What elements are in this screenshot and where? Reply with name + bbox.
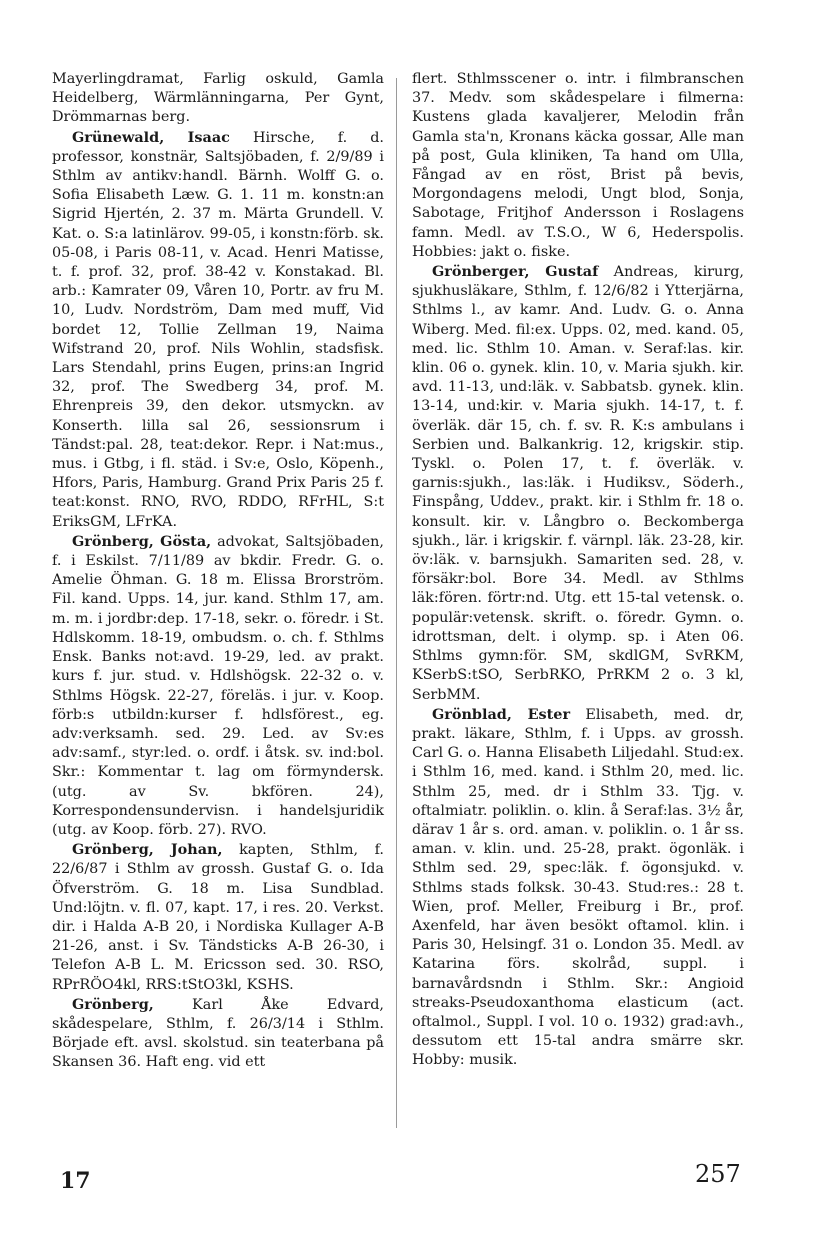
entry-gronberg-karl-ake	[52, 995, 384, 1073]
entry-name: Grönblad, Ester	[432, 705, 571, 723]
entry-gronberger-gustaf	[412, 262, 744, 705]
entry-text: Elisabeth, med. dr, prakt. läkare, Sthlm, f. i Upps. av grossh. Carl G. o. Hanna Elisabeth Liljedahl. Stud:ex. i Sthlm 16, med. kand. i Sthlm 20, med. lic. Sthlm 25, med. dr i Sthlm 33. Tjg. v. oftalmiatr. poliklin. o. klin. å Seraf:las. 3½ år, därav 1 år s. ord. aman. v. poliklin. o. 1 år ss. aman. v. klin. und. 25-28, prakt. ögonläk. i Sthlm sed. 29, spec:läk. f. ögonsjukd. v. Sthlms stads folksk. 30-43. Stud:res.: 28 t. Wien, prof. Meller, Freiburg i Br., prof. Axenfeld, har även besökt oftamol. klin. i Paris 30, Helsingf. 31 o. London 35. Medl. av Katarina förs. skolråd, suppl. i barnavårdsndn i Sthlm. Skr.: Angioid streaks-Pseudoxanthoma elasticum (act. oftalmol., Suppl. I vol. 10 o. 1932) grad:avh., dessutom ett 15-tal andra smärre skr. Hobby: musik.	[412, 706, 744, 1069]
entry-name: Grünewald, Isaac	[72, 128, 230, 146]
entry-gronberg-johan	[52, 840, 384, 995]
left-column	[52, 70, 384, 1073]
entry-name: Grönberg,	[72, 995, 154, 1013]
entry-name: Grönberg, Gösta,	[72, 532, 212, 550]
entry-name: Grönberg, Johan,	[72, 841, 223, 859]
page-number: 257	[695, 1160, 741, 1188]
continuation-text: Mayerlingdramat, Farlig oskuld, Gamla Heidelberg, Wärmlänningarna, Per Gynt, Drömmarnas berg.	[52, 71, 384, 126]
entry-text: advokat, Saltsjöbaden, f. i Eskilst. 7/11/89 av bkdir. Fredr. G. o. Amelie Öhman. G. 18 m. Elissa Brorström. Fil. kand. Upps. 14, jur. kand. Sthlm 17, am. m. m. i jordbr:dep. 17-18, sekr. o. föredr. i St. Hdlskomm. 18-19, ombudsm. o. ch. f. Sthlms Ensk. Banks not:avd. 19-29, led. av prakt. kurs f. jur. stud. v. Hdlshögsk. 22-32 o. v. Sthlms Högsk. 22-27, föreläs. i jur. v. Koop. förb:s utbildn:kurser f. hdlsförest., eg. adv:verksamh. sed. 29. Led. av Sv:es adv:samf., styr:led. o. ordf. i åtsk. sv. ind:bol. Skr.: Kommentar t. lag om förmyndersk. (utg. av Sv. bkfören. 24), Korrespondensundervisn. i handelsjuridik (utg. av Koop. förb. 27). RVO.	[52, 533, 384, 838]
continuation-text: flert. Sthlmsscener o. intr. i filmbranschen 37. Medv. som skådespelare i filmerna: Kustens glada kavaljerer, Melodin från Gamla sta'n, Kronans käcka gossar, Alle man på post, Gula kliniken, Ta hand om Ulla, Fångad av en röst, Brist på bevis, Morgondagens melodi, Ungt blod, Sonja, Sabotage, Fritjhof Andersson i Roslagens famn. Medl. av T.S.O., W 6, Hederspolis. Hobbies: jakt o. fiske.	[412, 71, 744, 260]
entry-gronblad-ester	[412, 705, 744, 1071]
entry-name: Grönberger, Gustaf	[432, 263, 599, 281]
right-column	[412, 70, 744, 1071]
entry-text: Karl Åke Edvard, skådespelare, Sthlm, f. 26/3/14 i Sthlm. Började eft. avsl. skolstud. sin teaterbana på Skansen 36. Haft eng. vid ett	[52, 996, 384, 1071]
entry-text: kapten, Sthlm, f. 22/6/87 i Sthlm av grossh. Gustaf G. o. Ida Öfverström. G. 18 m. Lisa Sundblad. Und:löjtn. v. fl. 07, kapt. 17, i res. 20. Verkst. dir. i Halda A-B 20, i Nordiska Kullager A-B 21-26, anst. i Sv. Tändsticks A-B 26-30, i Telefon A-B L. M. Ericsson sed. 30. RSO, RPrRÖO4kl, RRS:tStO3kl, KSHS.	[52, 842, 385, 993]
column-divider	[396, 78, 397, 1128]
entry-grunewald-isaac	[52, 128, 384, 532]
entry-gronberg-gosta	[52, 532, 384, 840]
entry-text: Hirsche, f. d. professor, konstnär, Saltsjöbaden, f. 2/9/89 i Sthlm av antikv:handl. Bärnh. Wolff G. o. Sofia Elisabeth Læw. G. 1. 11 m. konstn:an Sigrid Hjertén, 2. 37 m. Märta Grundell. V. Kat. o. S:a latinlärov. 99-05, i konstn:förb. sk. 05-08, i Paris 08-11, v. Acad. Henri Matisse, t. f. prof. 32, prof. 38-42 v. Konstakad. Bl. arb.: Kamrater 09, Våren 10, Portr. av fru M. 10, Ludv. Nordström, Dam med muff, Vid bordet 12, Tollie Zellman 19, Naima Wifstrand 20, prof. Nils Wohlin, stadsfisk. Lars Stendahl, prins Eugen, prins:an Ingrid 32, prof. The Swedberg 34, prof. M. Ehrenpreis 39, den dekor. utsmyckn. av Konserth. lilla sal 26, sessionsrum i Tändst:pal. 28, teat:dekor. Repr. i Nat:mus., mus. i Gtbg, i fl. städ. i Sv:e, Oslo, Köpenh., Hfors, Paris, Hamburg. Grand Prix Paris 25 f. teat:konst. RNO, RVO, RDDO, RFrHL, S:t EriksGM, LFrKA.	[52, 129, 385, 530]
entry-text: Andreas, kirurg, sjukhusläkare, Sthlm, f. 12/6/82 i Ytterjärna, Sthlms l., av kamr. And. Ludv. G. o. Anna Wiberg. Med. fil:ex. Upps. 02, med. kand. 05, med. lic. Sthlm 10. Aman. v. Seraf:las. kir. klin. 06 o. gynek. klin. 10, v. Maria sjukh. kir. avd. 11-13, und:läk. v. Sabbatsb. gynek. klin. 13-14, und:kir. v. Maria sjukh. 14-17, t. f. överläk. där 15, ch. f. sv. R. K:s ambulans i Serbien und. Balkankrig. 12, krigskir. stip. Tyskl. o. Polen 17, t. f. överläk. v. garnis:sjukh., las:läk. i Hudiksv., Söderh., Finspång, Uddev., prakt. kir. i Sthlm fr. 18 o. konsult. kir. v. Långbro o. Beckomberga sjukh., lär. i krigskir. f. värnpl. läk. 23-28, kir. öv:läk. v. barnsjukh. Samariten sed. 28, v. försäkr:bol. Bore 34. Medl. av Sthlms läk:fören. förtr:nd. Utg. ett 15-tal vetensk. o. populär:vetensk. skrift. o. föredr. Gymn. o. idrottsman, delt. i olymp. sp. i Aten 06. Sthlms gymn:för. SM, skdlGM, SvRKM, KSerbS:tSO, SerbRKO, PrRKM 2 o. 3 kl, SerbMM.	[412, 264, 744, 703]
signature-mark: 17	[60, 1168, 91, 1194]
